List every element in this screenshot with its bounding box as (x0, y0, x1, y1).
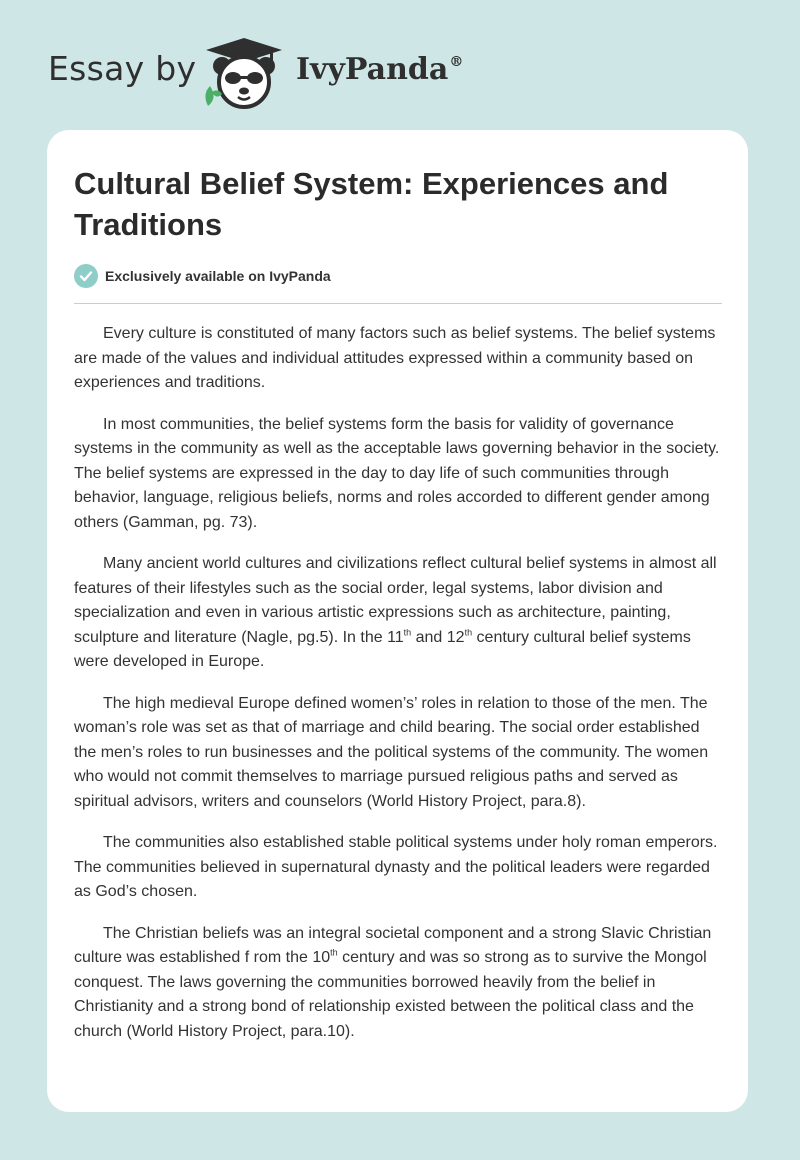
essay-body (74, 322, 724, 1061)
page-title: Cultural Belief System: Experiences and Traditions (74, 166, 669, 242)
essay-by-label: Essay by (48, 49, 197, 88)
essay-card (47, 130, 748, 1112)
paragraph: The communities also established stable political systems under holy roman emperors. The communities believed in supernatural dynasty and the political leaders were regarded as God’s chosen. (74, 834, 718, 900)
site-header (0, 0, 800, 130)
paragraph: Every culture is constituted of many factors such as belief systems. The belief systems are made of the values and individual attitudes expressed within a community based on experiences and traditions. (74, 325, 716, 391)
paragraph: Many ancient world cultures and civilizations reflect cultural belief systems in almost all features of their lifestyles such as the social order, legal systems, labor division and specialization and even in various artistic expressions such as architecture, painting, sculpture and literature (Nagle, pg.5). In the 11th and 12th century cultural belief systems were developed in Europe. (74, 555, 717, 670)
check-circle-icon (74, 264, 98, 288)
panda-graduate-logo-icon[interactable] (198, 36, 290, 110)
divider (74, 303, 722, 304)
paragraph: In most communities, the belief systems form the basis for validity of governance systems in the community as well as the acceptable laws governing behavior in the society. The belief systems are expressed in the day to day life of such communities through behavior, language, religious beliefs, norms and roles accorded to different gender among others (Gamman, pg. 73). (74, 415, 720, 531)
paragraph: The high medieval Europe defined women’s’ roles in relation to those of the men. The woman’s role was set as that of marriage and child bearing. The social order established the men’s roles to run businesses and the political systems of the community. The women who would not commit themselves to marriage pursued religious paths and served as spiritual advisors, writers and counselors (World History Project, para.8). (74, 694, 709, 810)
paragraph: The Christian beliefs was an integral societal component and a strong Slavic Christian culture was established f rom the 10th century and was so strong as to survive the Mongol conquest. The laws governing the communities borrowed heavily from the belief in Christianity and a strong bond of relationship existed between the political class and the church (World History Project, para.10). (74, 924, 712, 1040)
exclusive-badge (74, 263, 331, 289)
exclusive-label: Exclusively available on IvyPanda (105, 268, 331, 284)
brand-name[interactable]: IvyPanda® (296, 52, 464, 87)
